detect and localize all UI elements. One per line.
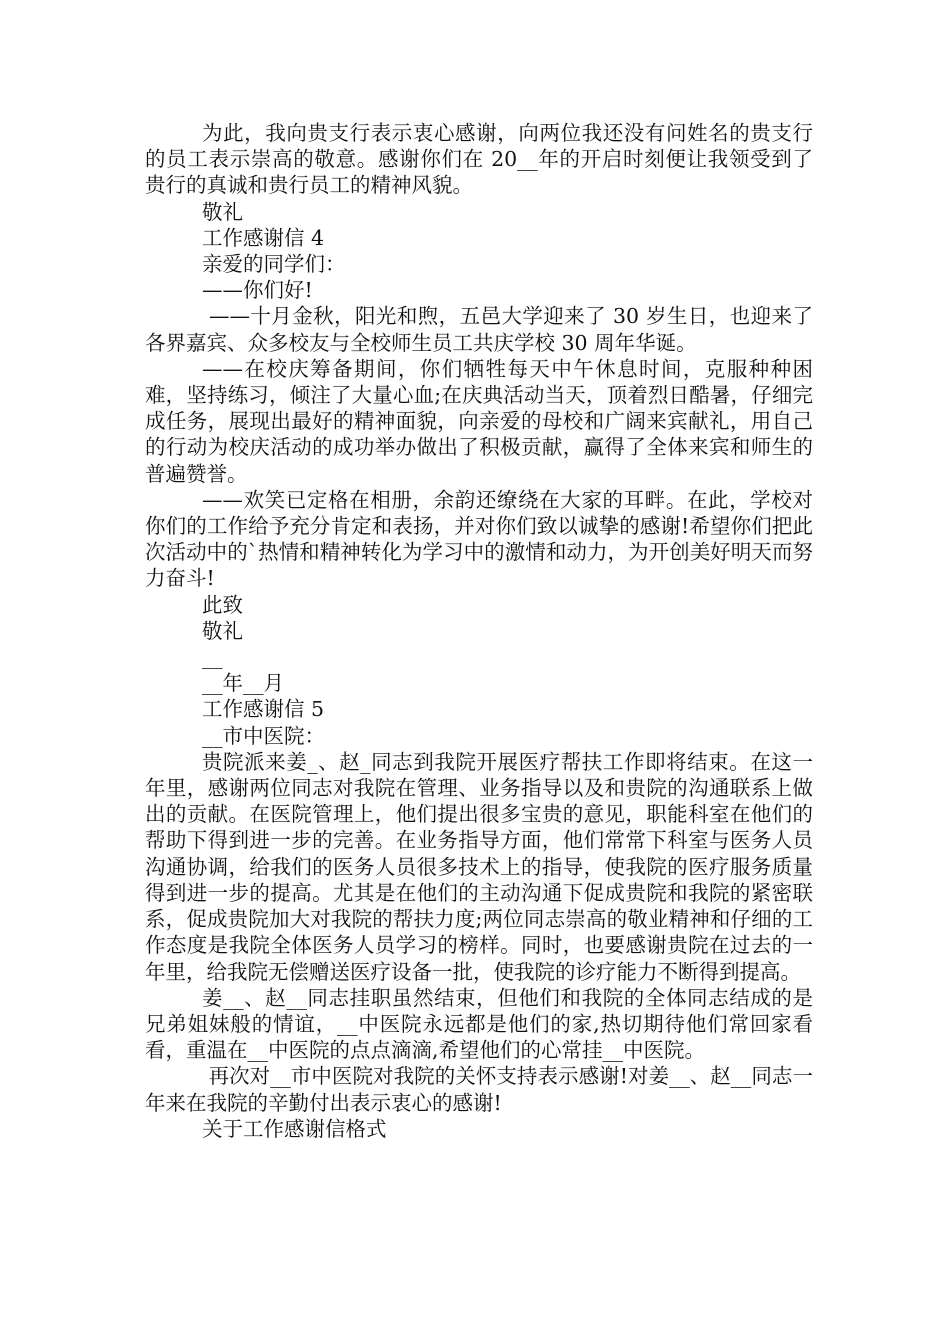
paragraph-thanks-again: 再次对__市中医院对我院的关怀支持表示感谢!对姜__、赵__同志一年来在我院的辛勤付出表示衷心的感谢! <box>145 1064 813 1115</box>
paragraph-thanks-branch: 为此，我向贵支行表示衷心感谢，向两位我还没有问姓名的贵支行的员工表示崇高的敬意。感谢你们在 20__年的开启时刻便让我领受到了贵行的真诚和贵行员工的精神风貌。 <box>145 121 813 198</box>
paragraph-medical-support: 贵院派来姜_、赵_同志到我院开展医疗帮扶工作即将结束。在这一年里，感谢两位同志对我院在管理、业务指导以及和贵院的沟通联系上做出的贡献。在医院管理上，他们提出很多宝贵的意见，职能科室在他们的帮助下得到进一步的完善。在业务指导方面，他们常常下科室与医务人员沟通协调，给我们的医务人员很多技术上的指导，使我院的医疗服务质量得到进一步的提高。尤其是在他们的主动沟通下促成贵院和我院的紧密联系，促成贵院加大对我院的帮扶力度;两位同志崇高的敬业精神和仔细的工作态度是我院全体医务人员学习的榜样。同时，也要感谢贵院在过去的一年里，给我院无偿赠送医疗设备一批，使我院的诊疗能力不断得到提高。 <box>145 749 813 984</box>
section-title-letter-4: 工作感谢信 4 <box>201 225 325 250</box>
paragraph-anniversary: ——十月金秋，阳光和煦，五邑大学迎来了 30 岁生日，也迎来了各界嘉宾、众多校友与全校师生员工共庆学校 30 周年华诞。 <box>145 304 813 355</box>
addressee-hospital: __市中医院： <box>201 723 325 748</box>
closing-regards: 敬礼 <box>201 618 243 643</box>
date-line: __年__月 <box>201 671 284 696</box>
closing-cizhi: 此致 <box>201 592 243 617</box>
paragraph-preparation: ——在校庆筹备期间，你们牺牲每天中午休息时间，克服种种困难，坚持练习，倾注了大量心血;在庆典活动当天，顶着烈日酷暑，仔细完成任务，展现出最好的精神面貌，向亲爱的母校和广阔来宾献礼，用自己的行动为校庆活动的成功举办做出了积极贡献，赢得了全体来宾和师生的普遍赞誉。 <box>145 356 813 486</box>
greeting-students: 亲爱的同学们： <box>201 252 346 277</box>
greeting-hello: ——你们好! <box>201 278 313 303</box>
paragraph-appreciation: ——欢笑已定格在相册，余韵还缭绕在大家的耳畔。在此，学校对你们的工作给予充分肯定和表扬，并对你们致以诚挚的感谢!希望你们把此次活动中的`热情和精神转化为学习中的激情和动力，为开创美好明天而努力奋斗! <box>145 487 813 591</box>
section-title-format: 关于工作感谢信格式 <box>201 1116 387 1141</box>
signature-blank: __ <box>201 645 223 670</box>
salutation-regards: 敬礼 <box>201 199 243 224</box>
section-title-letter-5: 工作感谢信 5 <box>201 697 325 722</box>
paragraph-friendship: 姜__、赵__同志挂职虽然结束，但他们和我院的全体同志结成的是兄弟姐妹般的情谊，__中医院永远都是他们的家,热切期待他们常回家看看，重温在__中医院的点点滴滴,希望他们的心常挂__中医院。 <box>145 985 813 1063</box>
document-page <box>145 120 813 1142</box>
